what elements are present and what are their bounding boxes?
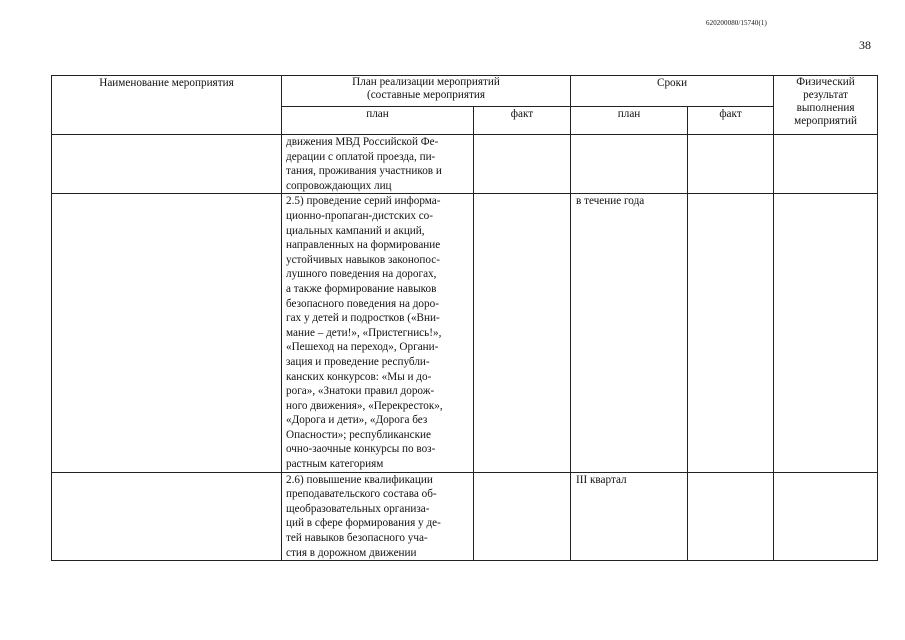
row-fact	[474, 472, 571, 561]
row-deadline-plan: III квартал	[571, 472, 688, 561]
row-result	[774, 194, 878, 472]
table-row	[52, 194, 878, 472]
plan-table	[51, 75, 878, 561]
header-plan: план	[282, 107, 474, 135]
header-fact: факт	[474, 107, 571, 135]
row-deadline-fact	[688, 135, 774, 194]
row-name	[52, 472, 282, 561]
document-id: 620200080/15740(1)	[706, 19, 767, 27]
row-deadline-fact	[688, 472, 774, 561]
header-deadlines: Сроки	[571, 76, 774, 107]
row-plan-text: 2.6) повышение квалификации преподавательского состава об- щеобразовательных организа- ций в сфере формирования у де- тей навыков безопасного уча- стия в дорожном движении	[282, 472, 474, 561]
row-name	[52, 194, 282, 472]
row-fact	[474, 135, 571, 194]
row-deadline-plan: в течение года	[571, 194, 688, 472]
row-deadline-fact	[688, 194, 774, 472]
header-plan-group: План реализации мероприятий (составные мероприятия	[282, 76, 571, 107]
header-name	[52, 76, 282, 135]
table-row	[52, 135, 878, 194]
table-row	[52, 472, 878, 561]
row-deadline-plan	[571, 135, 688, 194]
row-result	[774, 135, 878, 194]
header-name-label: Наименование мероприятия	[99, 77, 234, 89]
header-deadline-fact: факт	[688, 107, 774, 135]
row-fact	[474, 194, 571, 472]
row-result	[774, 472, 878, 561]
header-physical-result: Физический результат выполнения мероприятий	[774, 76, 878, 135]
row-plan-text: 2.5) проведение серий информа- ционно-пропаган-дистских со- циальных кампаний и акций, направленных на формирование устойчивых навыков законопос- лушного поведения на дорогах, а также формирование навыков безопасного поведения на доро- гах у детей и подростков («Вни- мание – дети!», «Пристегнись!», «Пешеход на переход», Органи- зация и проведение республи- канских конкурсов: «Мы и до- рога», «Знатоки правил дорож- ного движения», «Перекресток», «Дорога и дети», «Дорога без Опасности»; республиканские очно-заочные конкурсы по воз- растным категориям	[282, 194, 474, 472]
page-number: 38	[859, 38, 871, 52]
header-deadline-plan: план	[571, 107, 688, 135]
row-plan-text: движения МВД Российской Фе- дерации с оплатой проезда, пи- тания, проживания участников и сопровождающих лиц	[282, 135, 474, 194]
table-header-row	[52, 76, 878, 107]
row-name	[52, 135, 282, 194]
